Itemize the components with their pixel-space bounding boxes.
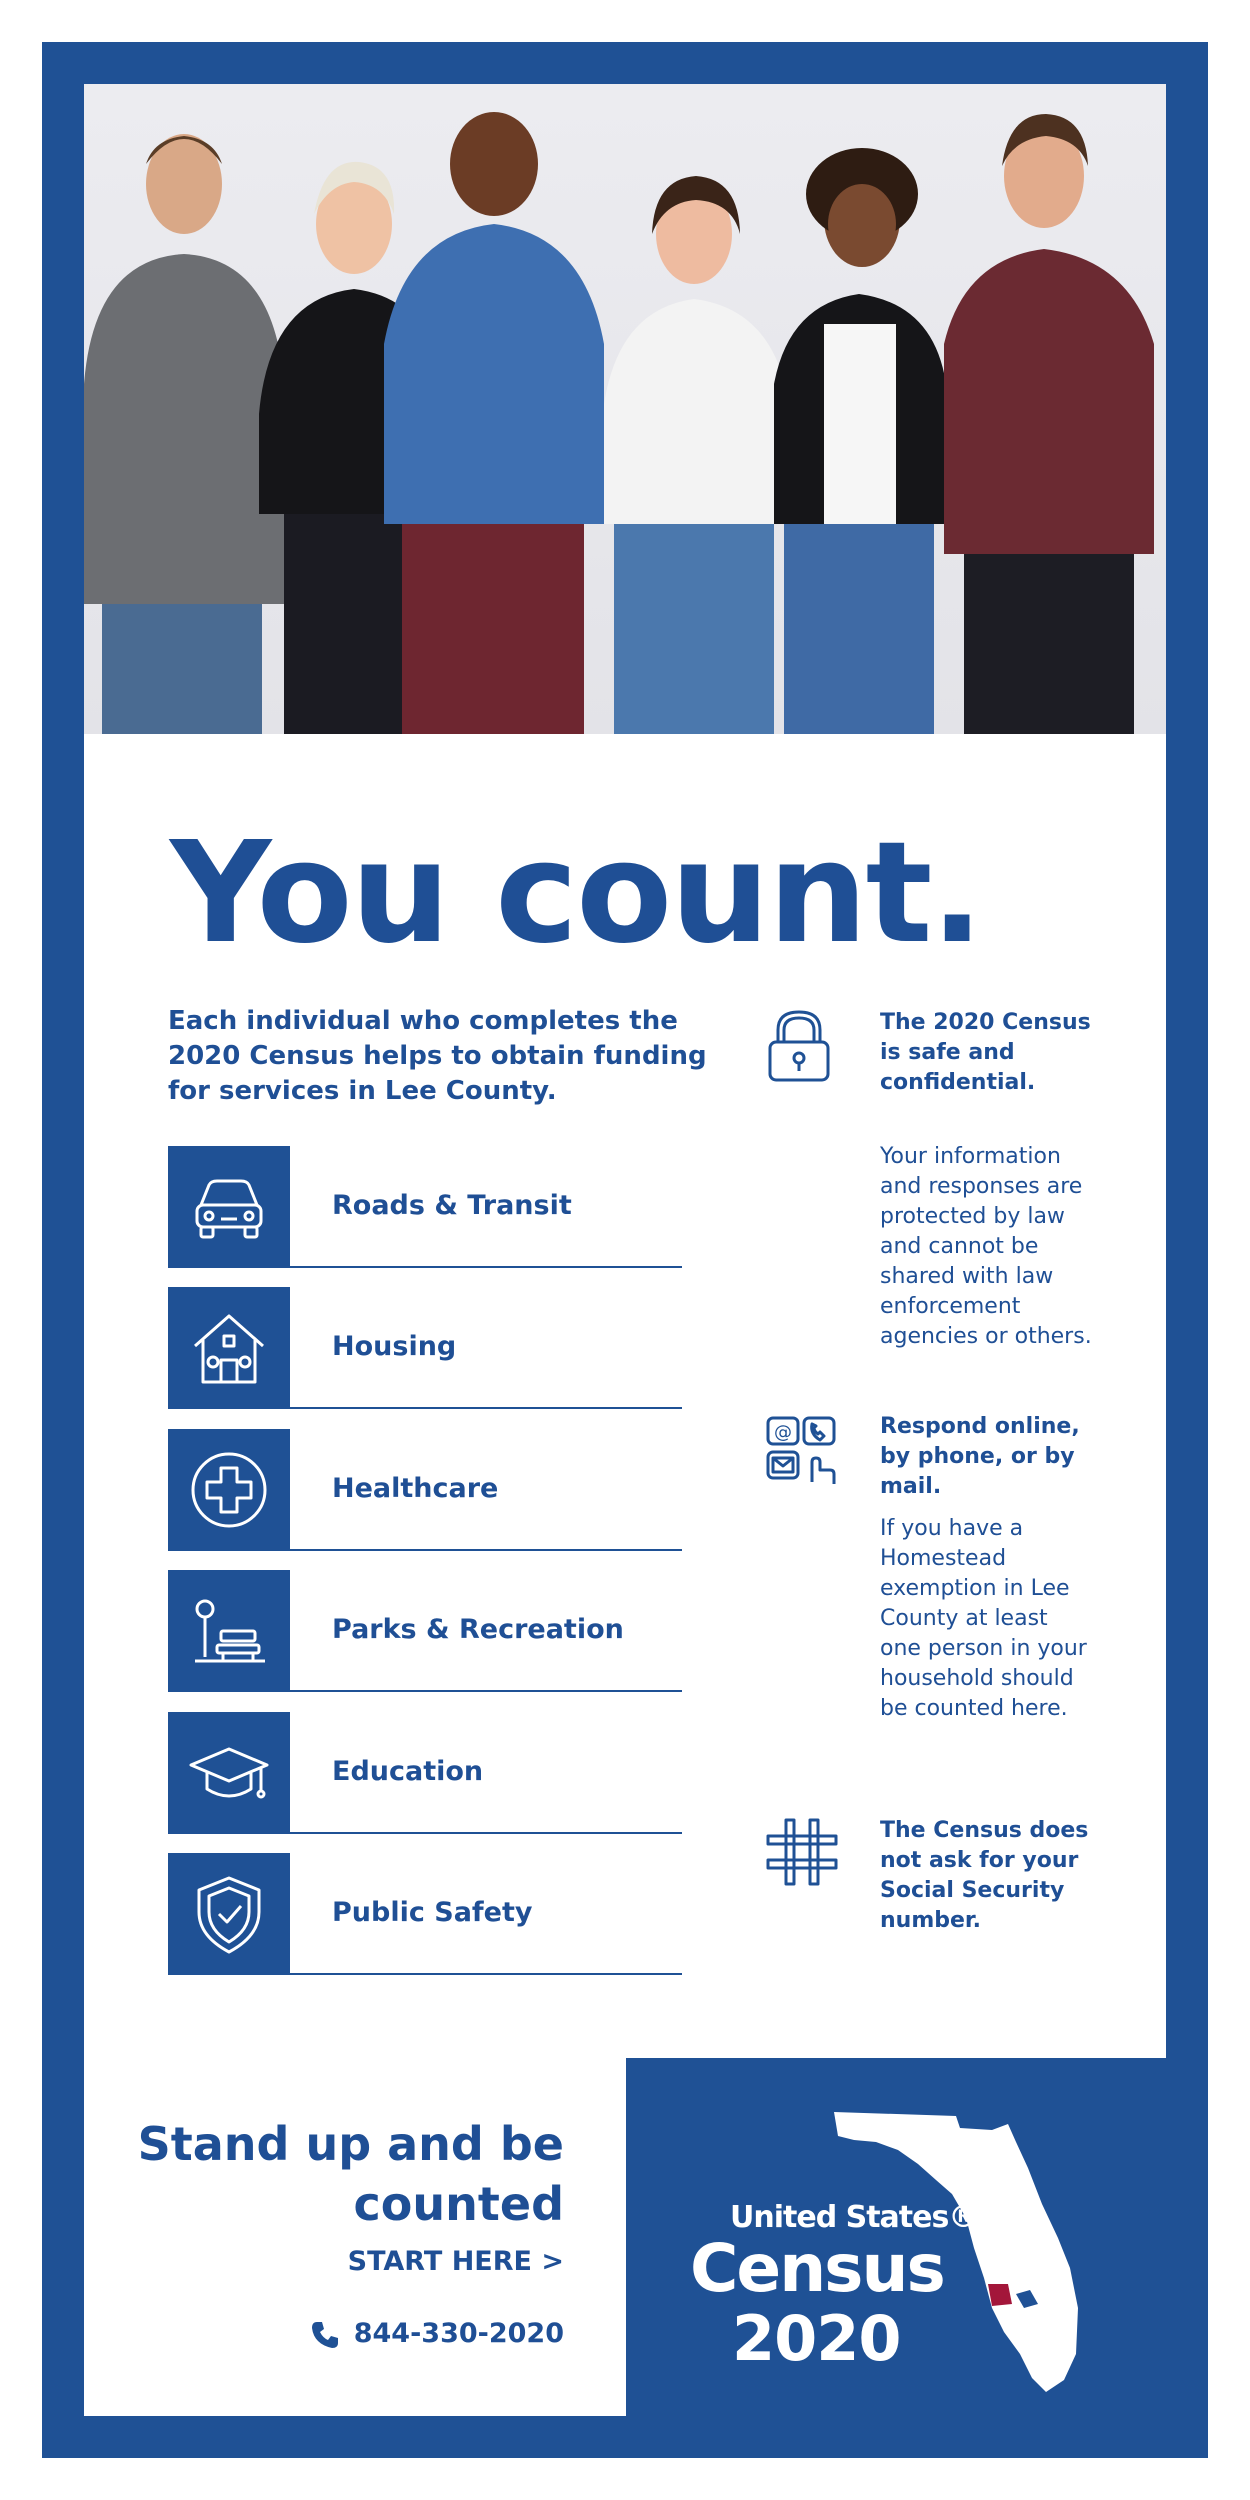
service-tile <box>168 1853 290 1975</box>
graduation-cap-icon <box>187 1731 271 1815</box>
people-illustration <box>84 84 1166 734</box>
service-healthcare <box>168 1429 682 1551</box>
padlock-icon <box>764 1008 834 1084</box>
person-6 <box>944 114 1154 734</box>
logo-united-states: United States® <box>730 2200 978 2235</box>
service-tile <box>168 1712 290 1834</box>
divider <box>290 1549 682 1551</box>
service-tile <box>168 1287 290 1409</box>
fact-safe-confidential <box>764 1008 1094 1349</box>
service-housing <box>168 1287 682 1409</box>
service-education <box>168 1712 682 1834</box>
divider <box>290 1973 682 1975</box>
online-phone-mail-icon <box>764 1412 840 1488</box>
group-photo <box>84 84 1166 734</box>
svg-text:@: @ <box>774 1422 792 1443</box>
person-3 <box>384 112 604 734</box>
phone-icon <box>310 2320 340 2350</box>
poster <box>84 84 1166 2416</box>
fact-no-ssn <box>764 1816 1094 1956</box>
divider <box>290 1832 682 1834</box>
divider <box>290 1407 682 1409</box>
person-4 <box>604 176 789 734</box>
hashtag-icon <box>764 1816 840 1888</box>
logo-year: 2020 <box>732 2302 901 2375</box>
service-label: Roads & Transit <box>332 1190 572 1221</box>
person-5 <box>774 148 946 734</box>
service-parks-recreation <box>168 1570 682 1692</box>
phone-number[interactable] <box>84 2318 564 2350</box>
fact-respond-options <box>764 1412 1094 1792</box>
service-tile <box>168 1570 290 1692</box>
intro-text: Each individual who completes the 2020 Census helps to obtain funding for services in Lee County. <box>168 1006 707 1106</box>
fact-body: If you have a Homestead exemption in Lee County at least one person in your household should be counted here. <box>880 1516 1087 1721</box>
fact-title: The 2020 Census is safe and confidential. <box>880 1010 1091 1095</box>
fact-body: Your information and responses are protected by law and cannot be shared with law enforcement agencies or others. <box>880 1144 1092 1349</box>
service-public-safety <box>168 1853 682 1975</box>
phone-number-text: 844-330-2020 <box>353 2318 564 2349</box>
service-label: Education <box>332 1756 484 1787</box>
service-roads-transit <box>168 1146 682 1268</box>
service-label: Healthcare <box>332 1473 499 1504</box>
medical-cross-icon <box>187 1448 271 1532</box>
service-tile <box>168 1429 290 1551</box>
shield-check-icon <box>187 1872 271 1956</box>
start-here-link[interactable]: START HERE > <box>347 2246 564 2277</box>
fact-title: Respond online, by phone, or by mail. <box>880 1414 1080 1499</box>
park-bench-icon <box>187 1589 271 1673</box>
person-1 <box>84 134 284 734</box>
service-tile <box>168 1146 290 1268</box>
divider <box>290 1690 682 1692</box>
service-label: Public Safety <box>332 1897 533 1928</box>
car-icon <box>187 1165 271 1249</box>
fact-title: The Census does not ask for your Social Security number. <box>880 1818 1089 1933</box>
house-icon <box>187 1306 271 1390</box>
census-logo-panel <box>626 2058 1166 2416</box>
divider <box>290 1266 682 1268</box>
headline: You count. <box>170 812 982 975</box>
service-label: Parks & Recreation <box>332 1614 624 1645</box>
logo-census: Census <box>690 2230 944 2307</box>
service-label: Housing <box>332 1331 457 1362</box>
cta-title: Stand up and be counted <box>137 2117 564 2231</box>
